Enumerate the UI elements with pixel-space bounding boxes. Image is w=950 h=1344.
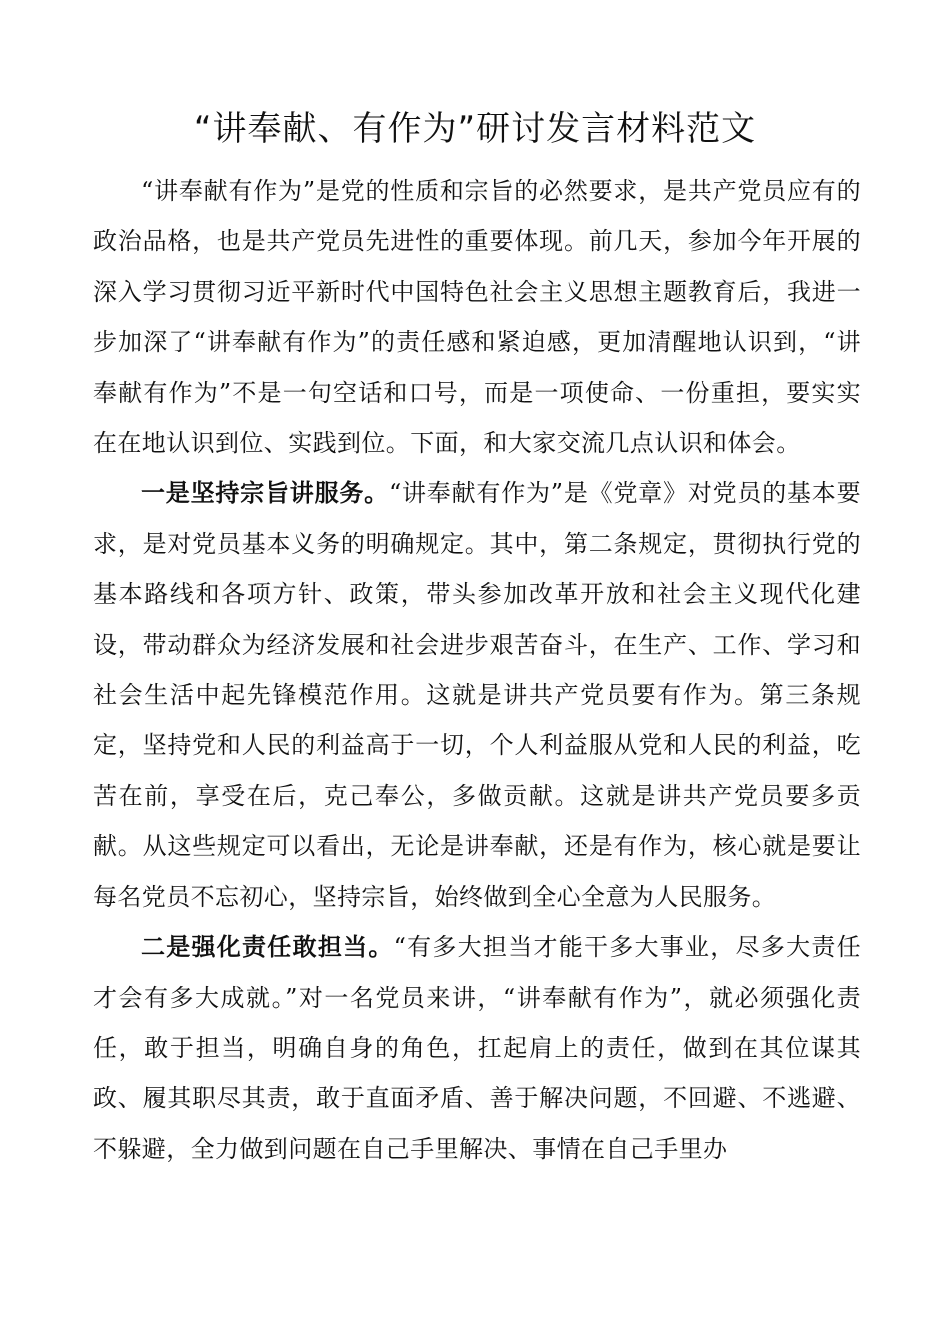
paragraph-lead: 一是坚持宗旨讲服务。 <box>141 479 389 508</box>
paragraph-intro <box>93 166 861 468</box>
paragraph-point-one <box>93 468 861 922</box>
document-title: “讲奉献、有作为”研讨发言材料范文 <box>193 109 757 149</box>
paragraph-text: “有多大担当才能干多大事业，尽多大责任才会有多大成就。”对一名党员来讲，“讲奉献有作为”，就必须强化责任，敢于担当，明确自身的角色，扛起肩上的责任，做到在其位谋其政、履其职尽其责，敢于直面矛盾、善于解决问题，不回避、不逃避、不躲避，全力做到问题在自己手里解决、事情在自己手里办 <box>93 933 862 1163</box>
document-body <box>93 166 861 1174</box>
paragraph-lead: 二是强化责任敢担当。 <box>141 933 394 962</box>
paragraph-text: “讲奉献有作为”是党的性质和宗旨的必然要求，是共产党员应有的政治品格，也是共产党员先进性的重要体现。前几天，参加今年开展的深入学习贯彻习近平新时代中国特色社会主义思想主题教育后，我进一步加深了“讲奉献有作为”的责任感和紧迫感，更加清醒地认识到，“讲奉献有作为”不是一句空话和口号，而是一项使命、一份重担，要实实在在地认识到位、实践到位。下面，和大家交流几点认识和体会。 <box>93 177 861 458</box>
paragraph-text: “讲奉献有作为”是《党章》对党员的基本要求，是对党员基本义务的明确规定。其中，第二条规定，贯彻执行党的基本路线和各项方针、政策，带头参加改革开放和社会主义现代化建设，带动群众为经济发展和社会进步艰苦奋斗，在生产、工作、学习和社会生活中起先锋模范作用。这就是讲共产党员要有作为。第三条规定，坚持党和人民的利益高于一切，个人利益服从党和人民的利益，吃苦在前，享受在后，克己奉公，多做贡献。这就是讲共产党员要多贡献。从这些规定可以看出，无论是讲奉献，还是有作为，核心就是要让每名党员不忘初心，坚持宗旨，始终做到全心全意为人民服务。 <box>93 479 861 911</box>
paragraph-point-two <box>93 922 861 1174</box>
